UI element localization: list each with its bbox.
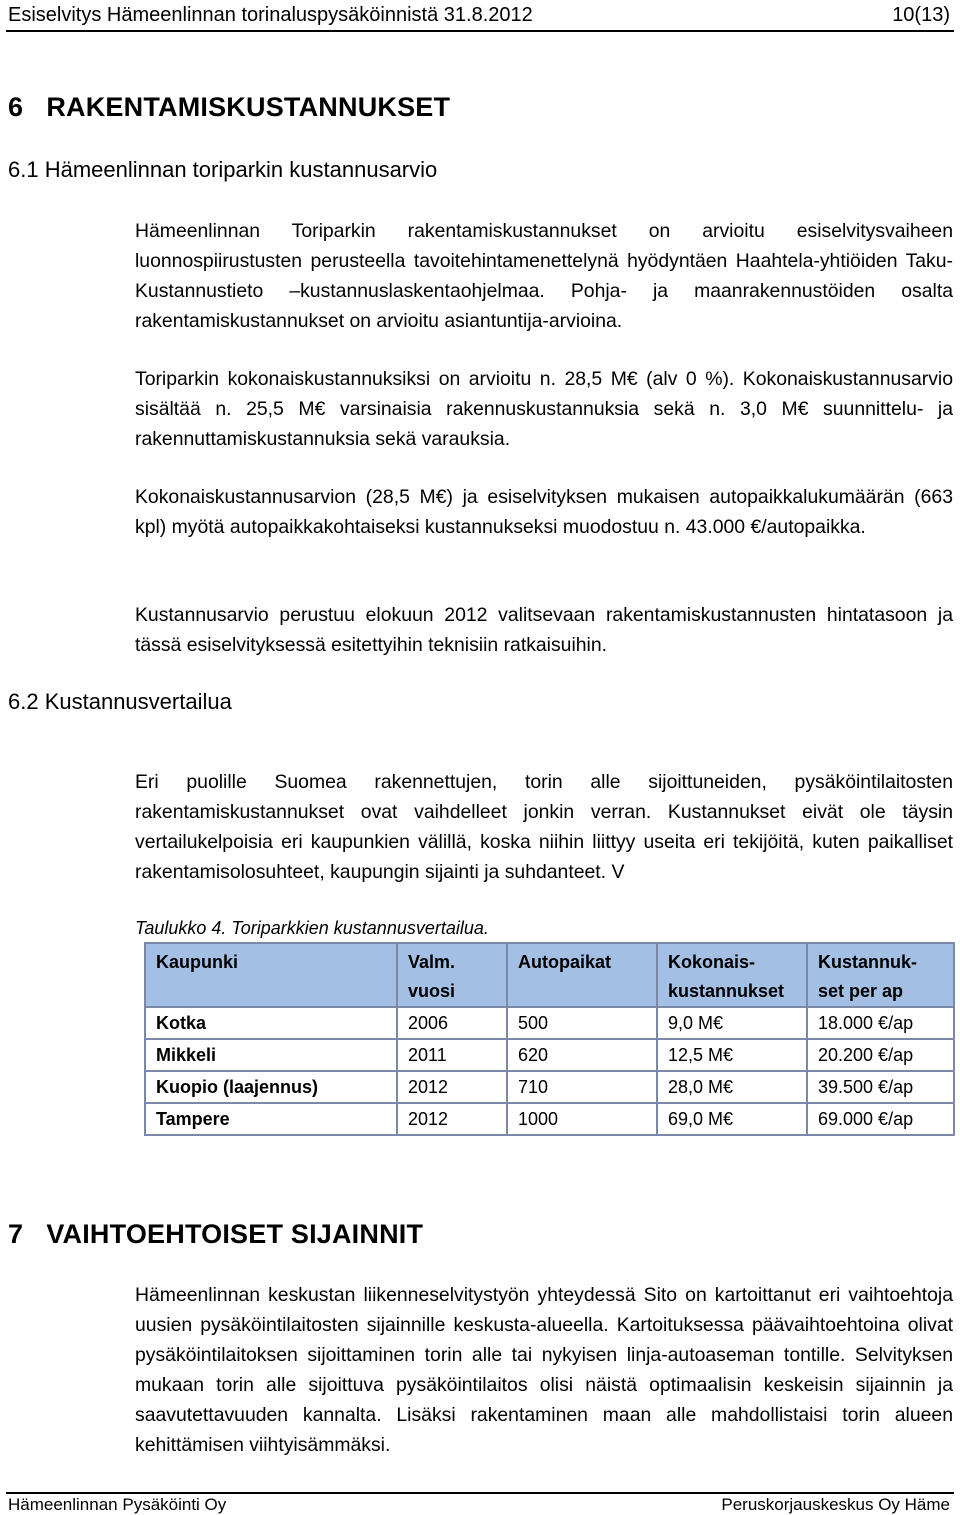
section-7-heading: 7 VAIHTOEHTOISET SIJAINNIT [8, 1219, 424, 1249]
cell-spaces: 710 [507, 1071, 657, 1103]
footer-divider [6, 1492, 954, 1494]
cell-spaces: 1000 [507, 1103, 657, 1135]
section-6-2-heading: 6.2 Kustannusvertailua [8, 689, 232, 714]
cost-comparison-table [144, 942, 955, 1136]
document-header-title: Esiselvitys Hämeenlinnan torinaluspysäköinnistä 31.8.2012 [8, 4, 533, 26]
cell-cost-per-space: 69.000 €/ap [807, 1103, 954, 1135]
header-cell-year: Valm. vuosi [397, 943, 507, 1007]
cell-spaces: 620 [507, 1039, 657, 1071]
table-header-row [145, 943, 954, 1007]
paragraph-7: Hämeenlinnan keskustan liikenneselvitystyön yhteydessä Sito on kartoittanut eri vaihtoehtoja uusien pysäköintilaitosten sijainnille keskusta-alueella. Kartoituksessa päävaihtoehtoina olivat pysäköintilaitoksen sijoittaminen torin alle tai nykyisen linja-autoaseman tontille. Selvityksen mukaan torin alle sijoittuva pysäköintilaitos olisi näistä optimaalisin keskeisin sijainnin ja saavutettavuuden kannalta. Lisäksi rakentaminen maan alle mahdollistaisi torin alueen kehittämisen viihtyisämmäksi. [135, 1284, 953, 1456]
cell-total-cost: 12,5 M€ [657, 1039, 807, 1071]
page-number: 10(13) [892, 4, 950, 26]
paragraph-6-1-b: Toriparkin kokonaiskustannuksiksi on arvioitu n. 28,5 M€ (alv 0 %). Kokonaiskustannusarvio sisältää n. 25,5 M€ varsinaisia rakennuskustannuksia sekä n. 3,0 M€ suunnittelu- ja rakennuttamiskustannuksia sekä varauksia. [135, 368, 953, 450]
header-cell-spaces: Autopaikat [507, 943, 657, 1007]
cell-year: 2011 [397, 1039, 507, 1071]
cell-spaces: 500 [507, 1007, 657, 1039]
table-row [145, 1039, 954, 1071]
header-divider [6, 30, 954, 32]
cell-city: Mikkeli [145, 1039, 397, 1071]
cell-total-cost: 9,0 M€ [657, 1007, 807, 1039]
footer-organization-left: Hämeenlinnan Pysäköinti Oy [8, 1495, 227, 1514]
cell-year: 2006 [397, 1007, 507, 1039]
footer-organization-right: Peruskorjauskeskus Oy Häme [721, 1495, 950, 1514]
header-cell-cost-per-space: Kustannuk- set per ap [807, 943, 954, 1007]
table-caption: Taulukko 4. Toriparkkien kustannusvertailua. [135, 918, 489, 938]
cell-city: Kotka [145, 1007, 397, 1039]
cell-cost-per-space: 18.000 €/ap [807, 1007, 954, 1039]
header-cell-city: Kaupunki [145, 943, 397, 1007]
cell-cost-per-space: 20.200 €/ap [807, 1039, 954, 1071]
paragraph-6-1-d: Kustannusarvio perustuu elokuun 2012 valitsevaan rakentamiskustannusten hintatasoon ja tässä esiselvityksessä esitettyihin teknisiin ratkaisuihin. [135, 604, 953, 656]
cell-city: Kuopio (laajennus) [145, 1071, 397, 1103]
paragraph-6-1-a: Hämeenlinnan Toriparkin rakentamiskustannukset on arvioitu esiselvitysvaiheen luonnospiirustusten perusteella tavoitehintamenettelynä hyödyntäen Haahtela-yhtiöiden Taku-Kustannustieto –kustannuslaskentaohjelmaa. Pohja- ja maanrakennustöiden osalta rakentamiskustannukset on arvioitu asiantuntija-arvioina. [135, 220, 953, 332]
cell-year: 2012 [397, 1103, 507, 1135]
cell-city: Tampere [145, 1103, 397, 1135]
table-row [145, 1103, 954, 1135]
table-row [145, 1007, 954, 1039]
section-6-1-heading: 6.1 Hämeenlinnan toriparkin kustannusarvio [8, 157, 438, 182]
paragraph-6-1-c: Kokonaiskustannusarvion (28,5 M€) ja esiselvityksen mukaisen autopaikkalukumäärän (663 kpl) myötä autopaikkakohtaiseksi kustannukseksi muodostuu n. 43.000 €/autopaikka. [135, 486, 953, 538]
paragraph-6-2: Eri puolille Suomea rakennettujen, torin alle sijoittuneiden, pysäköintilaitosten rakentamiskustannukset ovat vaihdelleet jonkin verran. Kustannukset eivät ole täysin vertailukelpoisia eri kaupunkien välillä, koska niihin liittyy useita eri tekijöitä, kuten paikalliset rakentamisolosuhteet, kaupungin sijainti ja suhdanteet. V [135, 771, 953, 883]
cell-cost-per-space: 39.500 €/ap [807, 1071, 954, 1103]
cell-total-cost: 69,0 M€ [657, 1103, 807, 1135]
header-cell-total-cost: Kokonais- kustannukset [657, 943, 807, 1007]
table-row [145, 1071, 954, 1103]
section-6-heading: 6 RAKENTAMISKUSTANNUKSET [8, 92, 451, 122]
cell-total-cost: 28,0 M€ [657, 1071, 807, 1103]
cell-year: 2012 [397, 1071, 507, 1103]
